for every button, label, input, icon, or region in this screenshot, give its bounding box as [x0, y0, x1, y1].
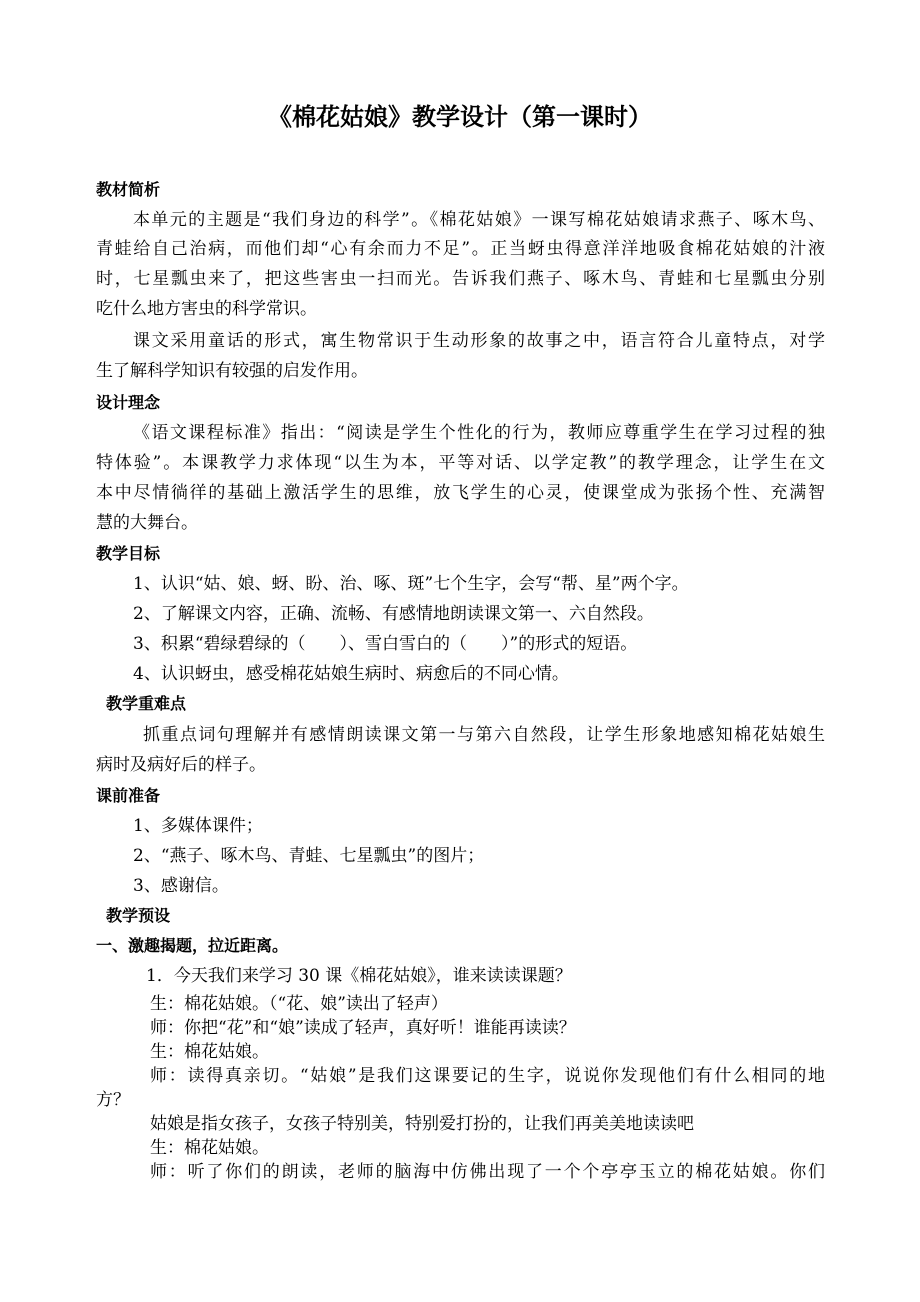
paragraph-line: 吃什么地方害虫的科学常识。	[96, 299, 317, 319]
paragraph-line: 课文采用童话的形式，寓生物常识于生动形象的故事之中，语言符合儿童特点，对学	[133, 331, 825, 351]
dialogue-line: 师：听了你们的朗读，老师的脑海中仿佛出现了一个个亭亭玉立的棉花姑娘。你们	[150, 1162, 825, 1182]
list-item: 4、认识蚜虫，感受棉花姑娘生病时、病愈后的不同心情。	[133, 664, 569, 684]
dialogue-line: 师：你把“花”和“娘”读成了轻声，真好听！谁能再读读？	[150, 1018, 576, 1038]
paragraph-line: 慧的大舞台。	[96, 513, 198, 533]
dialogue-line: 师：读得真亲切。“姑娘”是我们这课要记的生字，说说你发现他们有什么相同的地	[150, 1066, 825, 1086]
dialogue-line: 1．今天我们来学习 30 课《棉花姑娘》，谁来读读课题？	[146, 966, 572, 986]
dialogue-line: 姑娘是指女孩子，女孩子特别美，特别爱打扮的，让我们再美美地读读吧	[150, 1114, 694, 1134]
paragraph-line: 本中尽情徜徉的基础上激活学生的思维，放飞学生的心灵，使课堂成为张扬个性、充满智	[96, 483, 825, 503]
paragraph-line: 青蛙给自己治病，而他们却“心有余而力不足”。正当蚜虫得意洋洋地吸食棉花姑娘的汁液	[96, 239, 825, 259]
list-item: 1、多媒体课件；	[133, 816, 263, 836]
paragraph-line: 本单元的主题是“我们身边的科学”。《棉花姑娘》一课写棉花姑娘请求燕子、啄木鸟、	[133, 210, 825, 230]
section-heading-preparation: 课前准备	[96, 786, 161, 805]
list-item: 2、“燕子、啄木鸟、青蛙、七星瓢虫”的图片；	[133, 846, 485, 866]
section-heading-analysis: 教材简析	[96, 180, 161, 199]
dialogue-line: 生：棉花姑娘。	[150, 1138, 269, 1158]
dialogue-line: 生：棉花姑娘。（“花、娘”读出了轻声）	[150, 994, 448, 1014]
paragraph-line: 病时及病好后的样子。	[96, 755, 266, 775]
section-heading-goals: 教学目标	[96, 544, 161, 563]
paragraph-line: 生了解科学知识有较强的启发作用。	[96, 361, 368, 381]
list-item: 2、了解课文内容，正确、流畅、有感情地朗读课文第一、六自然段。	[133, 604, 654, 624]
list-item: 3、积累“碧绿碧绿的（ ）、雪白雪白的（ ）”的形式的短语。	[133, 634, 638, 654]
dialogue-line: 方？	[96, 1090, 130, 1110]
list-item: 3、感谢信。	[133, 876, 229, 896]
document-title: 《棉花姑娘》教学设计（第一课时）	[268, 103, 652, 131]
paragraph-line: 抓重点词句理解并有感情朗读课文第一与第六自然段，让学生形象地感知棉花姑娘生	[143, 725, 825, 745]
section-heading-plan: 教学预设	[106, 906, 171, 925]
list-item: 1、认识“姑、娘、蚜、盼、治、啄、斑”七个生字，会写“帮、星”两个字。	[133, 574, 689, 594]
paragraph-line: 时，七星瓢虫来了，把这些害虫一扫而光。告诉我们燕子、啄木鸟、青蛙和七星瓢虫分别	[96, 269, 825, 289]
dialogue-line: 生：棉花姑娘。	[150, 1042, 269, 1062]
paragraph-line: 《语文课程标准》指出：“阅读是学生个性化的行为，教师应尊重学生在学习过程的独	[133, 423, 825, 443]
paragraph-line: 特体验”。本课教学力求体现“以生为本，平等对话、以学定教”的教学理念，让学生在文	[96, 453, 825, 473]
section-heading-key-points: 教学重难点	[106, 694, 187, 713]
section-heading-concept: 设计理念	[96, 393, 161, 412]
subsection-heading: 一、激趣揭题，拉近距离。	[96, 936, 289, 955]
